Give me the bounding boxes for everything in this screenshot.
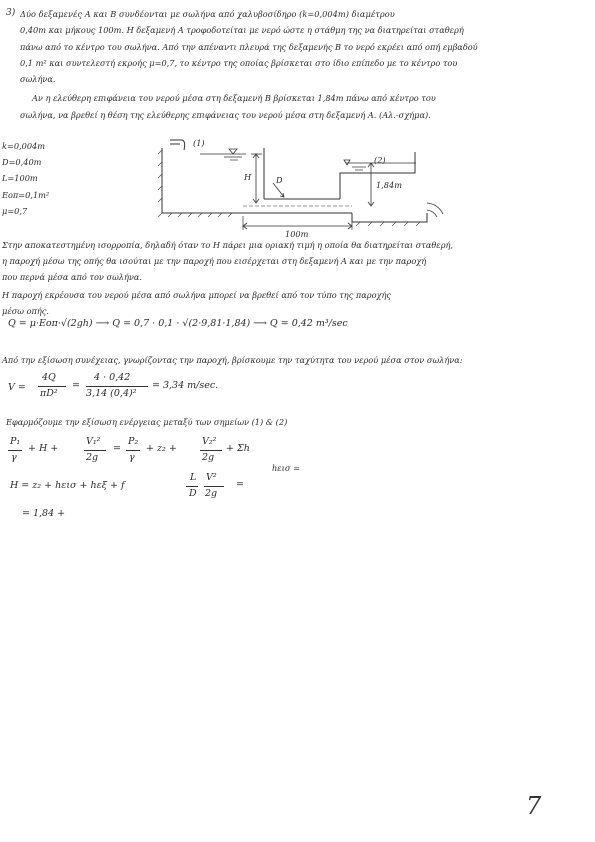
continuity-text: Από την εξίσωση συνέχειας, γνωρίζοντας την παροχή, βρίσκουμε την ταχύτητα του νερού μέσα στον σωλήνα: [2,355,463,365]
problem-line-3: πάνω από το κέντρο του σωλήνα. Από την απέναντι πλευρά της δεξαμενής Β το νερό εκρέει από οπή εμβαδού [20,42,478,52]
velocity-frac1-den: πD² [40,388,58,399]
bern-v1: V₁² [86,436,101,447]
h-eq-end: = [236,479,244,490]
given-l: L=100m [2,173,38,183]
velocity-frac2-bar [86,386,148,387]
solution-line-5: μέσω οπής. [2,306,49,316]
bern-p2-bar [126,450,140,451]
figure-point-2: (2) [374,155,386,165]
solution-line-4: Η παροχή εκρέουσα του νερού μέσα από σωλήνα μπορεί να βρεθεί από τον τύπο της παροχής [2,290,392,300]
bern-v1-bar [84,450,106,451]
bern-plus-z2: + z₂ + [146,443,177,454]
problem-number: 3) [6,8,16,18]
given-d: D=0,40m [2,157,42,167]
h-eq-l: L [190,472,197,483]
bern-p1-bar [8,450,22,451]
bern-plus-h: + H + [28,443,59,454]
velocity-eq-sign: = [72,380,80,391]
figure-height-b-label: 1,84m [376,180,402,190]
velocity-frac2-den: 3,14 (0,4)² [86,388,137,399]
bern-equals: = [113,443,121,454]
figure-head-label: H [244,172,252,182]
problem-line-2: 0,40m και μήκους 100m. Η δεξαμενή Α τροφοδοτείται με νερό ώστε η στάθμη της να διατηρείται σταθερή [20,25,464,35]
bern-2g1: 2g [86,452,99,463]
h-eq-d: D [189,488,197,499]
given-area: Eοπ=0,1m² [2,190,50,200]
bern-h-entry: hεισ = [272,463,300,473]
h-eq-ld-bar [186,486,198,487]
velocity-lhs: V = [8,382,26,393]
velocity-frac2-num: 4 · 0,42 [94,372,131,383]
bernoulli-text: Εφαρμόζουμε την εξίσωση ενέργειας μεταξύ των σημείων (1) & (2) [6,417,288,427]
problem-line-6: Αν η ελεύθερη επιφάνεια του νερού μέσα στη δεξαμενή Β βρίσκεται 1,84m πάνω από κέντρο του [32,93,436,103]
figure-point-1: (1) [193,138,205,148]
bern-g1: γ [11,452,17,463]
solution-line-1: Στην αποκατεστημένη ισορροπία, δηλαδή όταν το H πάρει μια οριακή τιμή η οποία θα διατηρείται σταθερή, [2,240,454,250]
velocity-frac1-bar [38,386,66,387]
figure-length-label: 100m [285,229,309,239]
problem-line-4: 0,1 m² και συντελεστή εκροής μ=0,7, το κέντρο της οποίας βρίσκεται στο ίδιο επίπεδο με το κέντρο του [20,58,458,68]
last-equation: = 1,84 + [22,508,66,519]
bern-v2: V₂² [202,436,217,447]
page-number: 7 [526,792,542,820]
bern-2g2: 2g [202,452,215,463]
solution-line-3: που περνά μέσα από τον σωλήνα. [2,272,142,282]
figure-diameter-label: D [276,175,283,185]
h-eq-v2: V² [206,472,217,483]
problem-line-5: σωλήνα. [20,74,56,84]
given-k: k=0,004m [2,141,46,151]
bern-sum-h: + Σh [226,443,250,454]
solution-line-2: η παροχή μέσω της οπής θα ισούται με την παροχή που εισέρχεται στη δεξαμενή Α και με την παροχή [2,256,427,266]
problem-line-1: Δύο δεξαμενές Α και Β συνδέονται με σωλήνα από χαλυβοσίδηρο (k=0,004m) διαμέτρου [20,9,395,19]
h-equation: H = z₂ + hεισ + hεξ + f [10,480,125,491]
given-mu: μ=0,7 [2,206,28,216]
velocity-frac1-num: 4Q [42,372,56,383]
bern-g2: γ [129,452,135,463]
h-eq-v2-bar [204,486,224,487]
h-eq-2g: 2g [205,488,218,499]
velocity-result: = 3,34 m/sec. [152,380,219,391]
bern-p2: P₂ [128,436,139,447]
problem-line-7: σωλήνα, να βρεθεί η θέση της ελεύθερης επιφάνειας του νερού μέσα στη δεξαμενή Α. (Αλ.-σχήμα). [20,110,431,120]
bern-p1: P₁ [10,436,21,447]
equation-discharge: Q = μ·Eοπ·√(2gh) ⟶ Q = 0,7 · 0,1 · √(2·9,81·1,84) ⟶ Q = 0,42 m³/sec [8,318,348,329]
bern-v2-bar [200,450,222,451]
